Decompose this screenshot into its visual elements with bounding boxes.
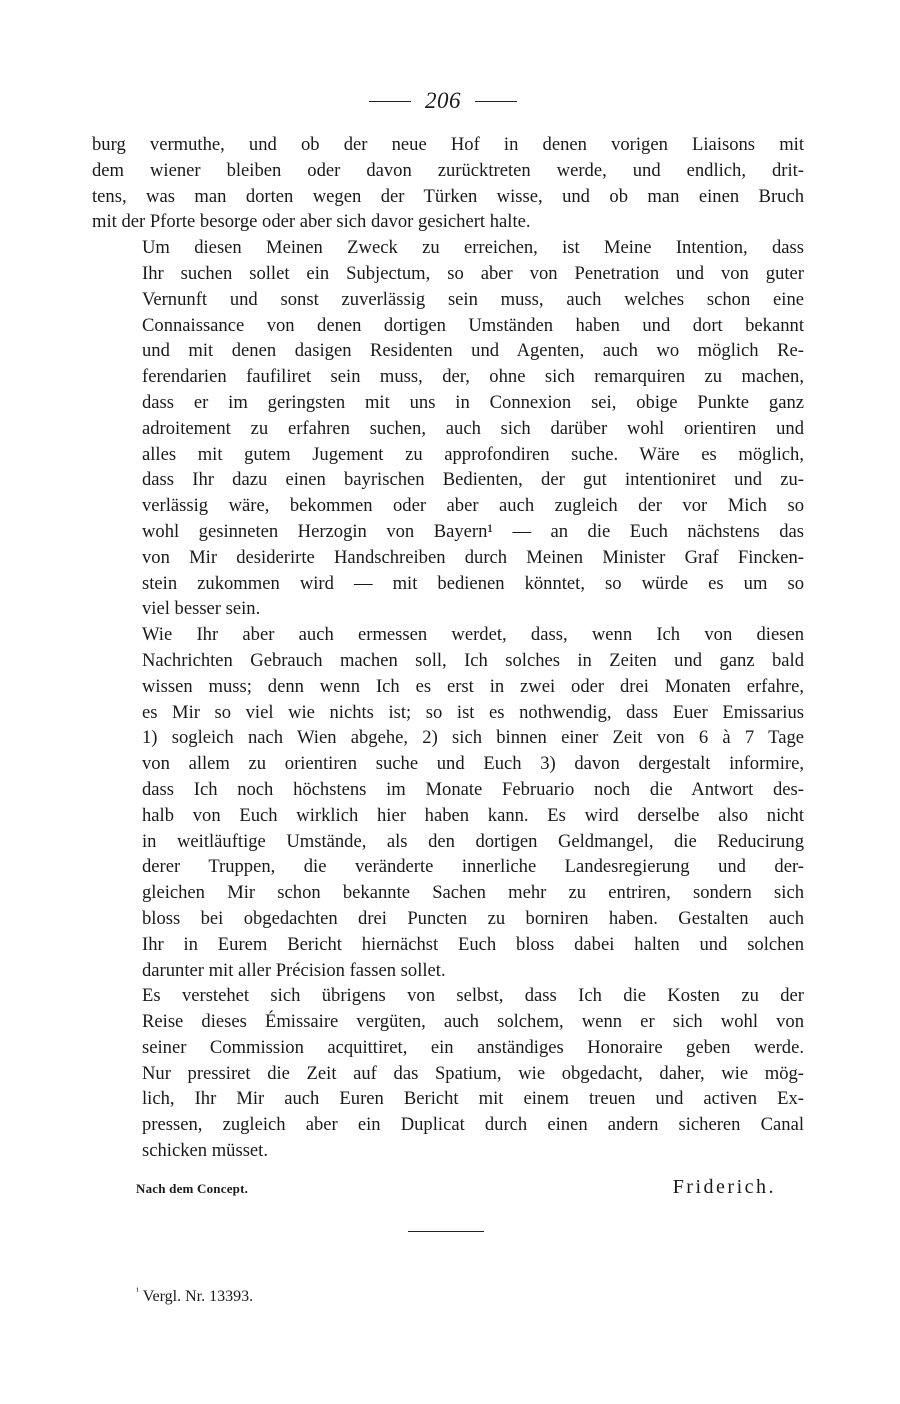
text-line: burg vermuthe, und ob der neue Hof in denen vorigen Liaisons mit	[92, 134, 804, 155]
paragraph	[92, 622, 804, 983]
footnote	[92, 1285, 804, 1306]
text-line: Reise dieses Émissaire vergüten, auch solchem, wenn er sich wohl von	[142, 1011, 804, 1033]
signature: Friderich.	[672, 1175, 776, 1198]
text-line: ferendarien faufiliret sein muss, der, ohne sich remarquiren zu machen,	[142, 366, 804, 388]
page-header	[82, 84, 804, 118]
text-line: derer Truppen, die veränderte innerliche Landesregierung und der-	[142, 856, 804, 878]
text-line: Um diesen Meinen Zweck zu erreichen, ist Meine Intention, dass	[142, 237, 804, 259]
paragraph	[92, 132, 804, 235]
text-line: halb von Euch wirklich hier haben kann. Es wird derselbe also nicht	[142, 804, 804, 826]
text-line: gleichen Mir schon bekannte Sachen mehr zu entriren, sondern sich	[142, 882, 804, 904]
text-line: dem wiener bleiben oder davon zurücktreten werde, und endlich, drit-	[92, 159, 804, 181]
text-line: schicken müsset.	[142, 1140, 268, 1162]
text-line: von allem zu orientiren suche und Euch 3) davon dergestalt informire,	[142, 753, 804, 775]
text-line: wissen muss; denn wenn Ich es erst in zwei oder drei Monaten erfahre,	[142, 675, 804, 697]
text-line: tens, was man dorten wegen der Türken wisse, und ob man einen Bruch	[92, 185, 804, 207]
text-line: dass er im geringsten mit uns in Connexion sei, obige Punkte ganz	[142, 391, 804, 413]
text-line: darunter mit aller Précision fassen sollet.	[142, 959, 446, 981]
text-line: Nachrichten Gebrauch machen soll, Ich solches in Zeiten und ganz bald	[142, 649, 804, 671]
footnote-marker: ¹	[136, 1285, 139, 1297]
footnote-divider	[408, 1231, 484, 1232]
paragraph	[92, 983, 804, 1164]
closing-block	[92, 1176, 804, 1199]
text-line: pressen, zugleich aber ein Duplicat durch einen andern sicheren Canal	[142, 1114, 804, 1136]
text-line: wohl gesinneten Herzogin von Bayern¹ — an die Euch nächstens das	[142, 520, 804, 542]
text-line: von Mir desiderirte Handschreiben durch Meinen Minister Graf Fincken-	[142, 546, 804, 568]
footnote-text: Vergl. Nr. 13393.	[142, 1287, 254, 1305]
letter-body	[92, 132, 804, 1164]
paragraph	[92, 235, 804, 622]
text-line: es Mir so viel wie nichts ist; so ist es nothwendig, dass Euer Emissarius	[142, 701, 804, 723]
text-line: viel besser sein.	[142, 598, 261, 620]
document-page	[92, 84, 804, 1306]
text-line: lich, Ihr Mir auch Euren Bericht mit einem treuen und activen Ex-	[142, 1088, 804, 1110]
text-line: Nur pressiret die Zeit auf das Spatium, wie obgedacht, daher, wie mög-	[142, 1062, 804, 1084]
header-rule-right	[475, 101, 517, 102]
text-line: bloss bei obgedachten drei Puncten zu borniren haben. Gestalten auch	[142, 907, 804, 929]
header-rule-left	[369, 101, 411, 102]
page-number: 206	[425, 88, 461, 113]
text-line: Ihr suchen sollet ein Subjectum, so aber von Penetration und von guter	[142, 262, 804, 284]
text-line: und mit denen dasigen Residenten und Agenten, auch wo möglich Re-	[142, 340, 804, 362]
text-line: mit der Pforte besorge oder aber sich davor gesichert halte.	[92, 211, 531, 233]
text-line: seiner Commission acquittiret, ein anständiges Honoraire geben werde.	[142, 1036, 804, 1058]
text-line: Wie Ihr aber auch ermessen werdet, dass, wenn Ich von diesen	[142, 624, 804, 646]
text-line: adroitement zu erfahren suchen, auch sich darüber wohl orientiren und	[142, 417, 804, 439]
text-line: dass Ich noch höchstens im Monate Februario noch die Antwort des-	[142, 778, 804, 800]
text-line: Ihr in Eurem Bericht hiernächst Euch bloss dabei halten und solchen	[142, 933, 804, 955]
text-line: in weitläuftige Umstände, als den dortigen Geldmangel, die Reducirung	[142, 830, 804, 852]
text-line: alles mit gutem Jugement zu approfondiren suche. Wäre es möglich,	[142, 443, 804, 465]
text-line: Es verstehet sich übrigens von selbst, dass Ich die Kosten zu der	[142, 985, 804, 1007]
text-line: Connaissance von denen dortigen Umständen haben und dort bekannt	[142, 314, 804, 336]
text-line: stein zukommen wird — mit bedienen könntet, so würde es um so	[142, 572, 804, 594]
text-line: 1) sogleich nach Wien abgehe, 2) sich binnen einer Zeit von 6 à 7 Tage	[142, 727, 804, 749]
text-line: verlässig wäre, bekommen oder aber auch zugleich der vor Mich so	[142, 495, 804, 517]
text-line: Vernunft und sonst zuverlässig sein muss, auch welches schon eine	[142, 288, 804, 310]
text-line: dass Ihr dazu einen bayrischen Bedienten, der gut intentioniret und zu-	[142, 469, 804, 491]
source-note: Nach dem Concept.	[136, 1180, 249, 1196]
